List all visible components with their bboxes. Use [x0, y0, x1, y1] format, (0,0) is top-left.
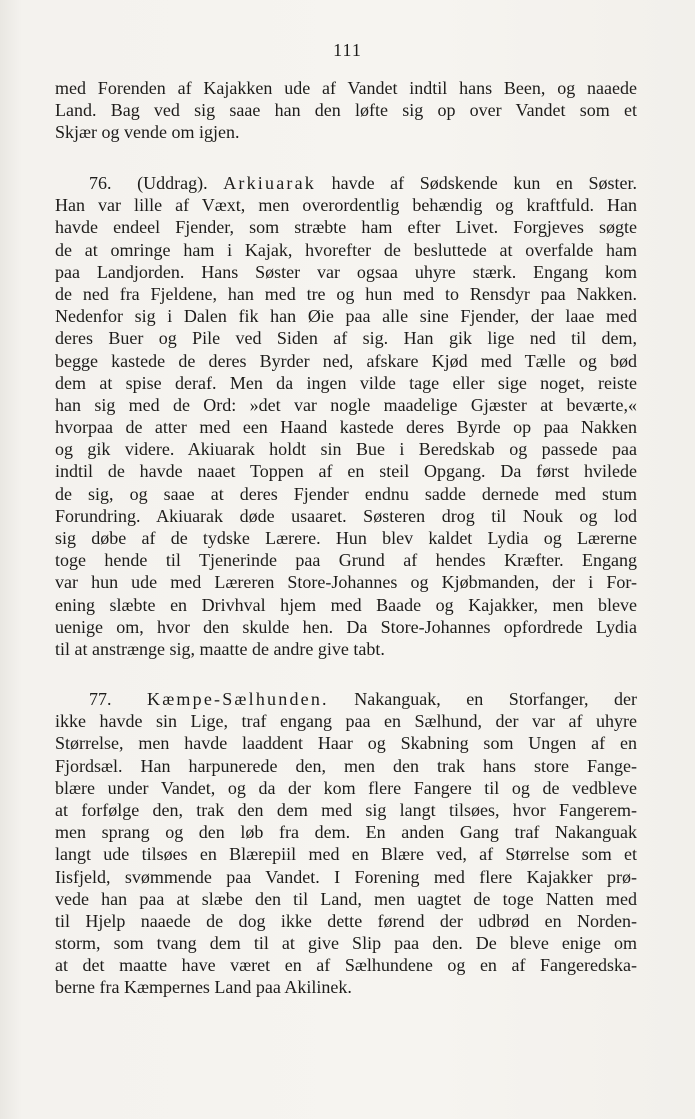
- text-line: at forfølge den, trak den dem med sig langt tilsøes, hvor Fangerem-: [55, 799, 637, 820]
- text-line: Nedenfor sig i Dalen fik han Øie paa alle sine Fjender, der laae med: [55, 306, 637, 327]
- text-line: begge kastede de deres Byrder ned, afskare Kjød med Tælle og bød: [55, 350, 637, 371]
- story-number: 77.: [89, 689, 112, 709]
- text-line: deres Buer og Pile ved Siden af sig. Han gik lige ned til dem,: [55, 328, 637, 349]
- text-line: var hun ude med Læreren Store-Johannes og Kjøbmanden, der i For-: [55, 572, 637, 593]
- text-line: Størrelse, men havde laaddent Haar og Skabning som Ungen af en: [55, 733, 637, 754]
- text-line: Land. Bag ved sig saae han den løfte sig op over Vandet som et: [55, 100, 637, 121]
- text-line: dem at spise deraf. Men da ingen vilde tage eller sige noget, reiste: [55, 372, 637, 393]
- text-line: storm, som tvang dem til at give Slip paa den. De bleve enige om: [55, 933, 637, 954]
- text-line: Forundring. Akiuarak døde usaaret. Søsteren drog til Nouk og lod: [55, 505, 637, 526]
- text-line: til Hjelp naaede de dog ikke dette førend der udbrød en Norden-: [55, 910, 637, 931]
- text-line: ikke havde sin Lige, traf engang paa en Sælhund, der var af uhyre: [55, 711, 637, 732]
- text-line: langt ude tilsøes en Blærepiil med en Blære ved, af Størrelse som et: [55, 844, 637, 865]
- text-line: indtil de havde naaet Toppen af en steil Opgang. Da først hvilede: [55, 461, 637, 482]
- text-line: sig døbe af de tydske Lærere. Hun blev kaldet Lydia og Lærerne: [55, 528, 637, 548]
- text-line: Han var lille af Væxt, men overordentlig behændig og kraftfuld. Han: [55, 195, 637, 216]
- text-line: han sig med de Ord: »det var nogle maadelige Gjæster at beværte,«: [55, 394, 637, 415]
- text-line: toge hende til Tjenerinde paa Grund af hendes Kræfter. Engang: [55, 550, 637, 571]
- text-line: blære under Vandet, og da der kom flere Fangere til og de vedbleve: [55, 777, 637, 798]
- story-title: Kæmpe-Sælhunden.: [147, 689, 329, 709]
- text-line: at det maatte have været en af Sælhundene og en af Fangeredska-: [55, 955, 637, 976]
- text-line: Iisfjeld, svømmende paa Vandet. I Forening med flere Kajakker prø-: [55, 866, 637, 887]
- story-note: (Uddrag).: [137, 173, 208, 193]
- text-line: hvorpaa de atter med een Haand kastede deres Byrde op paa Nakken: [55, 417, 637, 438]
- text-line: de ned fra Fjeldene, han med tre og hun med to Rensdyr paa Nakken.: [55, 283, 637, 304]
- text-line: med Forenden af Kajakken ude af Vandet indtil hans Been, og naaede: [55, 78, 637, 98]
- text-line: men sprang og den løb fra dem. En anden Gang traf Nakanguak: [55, 822, 637, 843]
- text-line: de at omringe ham i Kajak, hvorefter de besluttede at overfalde ham: [55, 239, 637, 260]
- text-line: Skjær og vende om igjen.: [55, 122, 240, 143]
- text-line: de sig, og saae at deres Fjender endnu sadde dernede med stum: [55, 483, 637, 504]
- text-line: Fjordsæl. Han harpunerede den, men den trak hans store Fange-: [55, 755, 637, 776]
- text-line: berne fra Kæmpernes Land paa Akilinek.: [55, 977, 352, 998]
- text-line: paa Landjorden. Hans Søster var ogsaa uhyre stærk. Engang kom: [55, 261, 637, 282]
- story-76-paragraph: [55, 172, 637, 660]
- story-77-first-line: [55, 688, 637, 710]
- text-line: uenige om, hvor den skulde hen. Da Store-Johannes opfordrede Lydia: [55, 616, 637, 637]
- story-number: 76.: [89, 173, 112, 193]
- text-line: og gik videre. Akiuarak holdt sin Bue i Beredskab og passede paa: [55, 439, 637, 460]
- story-76-first-line: [55, 172, 637, 194]
- story-title: Arkiuarak: [223, 173, 316, 193]
- continued-paragraph: [55, 77, 637, 144]
- text-line: vede han paa at slæbe den til Land, men uagtet de toge Natten med: [55, 888, 637, 909]
- story-77-paragraph: [55, 688, 637, 999]
- text-line: til at anstrænge sig, maatte de andre give tabt.: [55, 638, 385, 659]
- story-first-line-text: Nakanguak, en Storfanger, der: [354, 689, 637, 709]
- page-number: 111: [333, 40, 362, 60]
- story-first-line-text: havde af Sødskende kun en Søster.: [331, 173, 637, 193]
- text-line: ening slæbte en Drivhval hjem med Baade og Kajakker, men bleve: [55, 594, 637, 615]
- text-line: havde endeel Fjender, som stræbte ham efter Livet. Forgjeves søgte: [55, 217, 637, 238]
